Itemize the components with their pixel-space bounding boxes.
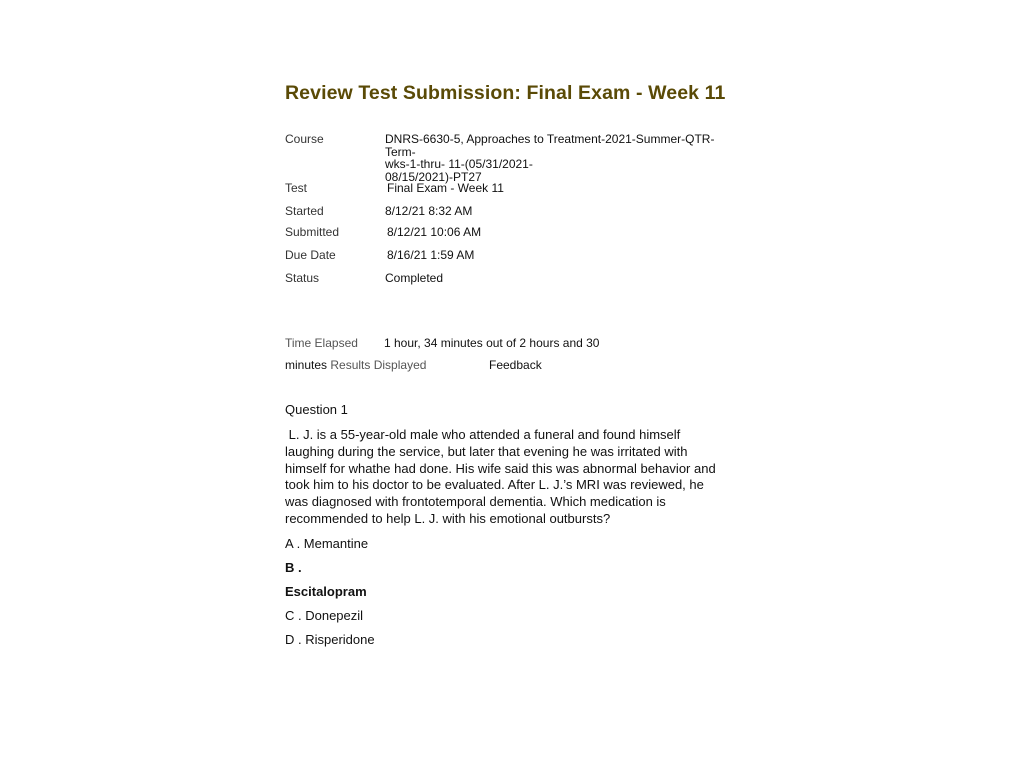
question-line-5: was diagnosed with frontotemporal dementia. Which medication is	[285, 494, 666, 510]
course-value	[385, 133, 745, 183]
course-value-line-3: 08/15/2021)-PT27	[385, 169, 482, 184]
course-label: Course	[285, 132, 324, 146]
due-date-value: 8/16/21 1:59 AM	[387, 248, 475, 262]
due-date-label: Due Date	[285, 248, 336, 262]
question-line-4: took him to his doctor to be evaluated. After L. J.’s MRI was reviewed, he	[285, 477, 704, 493]
test-value: Final Exam - Week 11	[387, 181, 504, 195]
answer-option-a: A . Memantine	[285, 536, 369, 551]
results-displayed-label: Results Displayed	[330, 358, 427, 372]
time-elapsed-label: Time Elapsed	[285, 336, 358, 350]
question-text	[285, 427, 750, 528]
question-heading: Question 1	[285, 402, 348, 417]
question-line-3: himself for whathe had done. His wife said this was abnormal behavior and	[285, 460, 716, 476]
results-displayed-value: Feedback	[489, 358, 542, 372]
course-value-line-1: DNRS-6630-5, Approaches to Treatment-2021-Summer-QTR-Term-	[385, 132, 715, 159]
status-value: Completed	[385, 271, 444, 285]
question-line-6: recommended to help L. J. with his emotional outbursts?	[285, 510, 611, 526]
test-label: Test	[285, 181, 308, 195]
started-label: Started	[285, 204, 324, 218]
status-label: Status	[285, 271, 320, 285]
submitted-value: 8/12/21 10:06 AM	[387, 225, 482, 239]
started-value: 8/12/21 8:32 AM	[385, 204, 473, 218]
time-elapsed-value-continued: minutes	[285, 358, 328, 372]
answer-option-c: C . Donepezil	[285, 608, 364, 623]
answer-option-d: D . Risperidone	[285, 632, 375, 647]
course-value-line-2: wks-1-thru- 11-(05/31/2021-	[385, 157, 533, 171]
time-elapsed-row	[285, 336, 600, 350]
results-displayed-row	[285, 358, 542, 372]
review-page	[285, 80, 755, 647]
question-line-2: laughing during the service, but later that evening he was irritated with	[285, 443, 688, 459]
submitted-label: Submitted	[285, 225, 340, 239]
page-title: Review Test Submission: Final Exam - Week 11	[285, 82, 726, 104]
answer-option-b-letter: B .	[285, 560, 302, 575]
question-line-1: L. J. is a 55-year-old male who attended a funeral and found himself	[285, 427, 681, 442]
answer-option-b-text: Escitalopram	[285, 584, 367, 599]
time-elapsed-value: 1 hour, 34 minutes out of 2 hours and 30	[384, 336, 600, 350]
